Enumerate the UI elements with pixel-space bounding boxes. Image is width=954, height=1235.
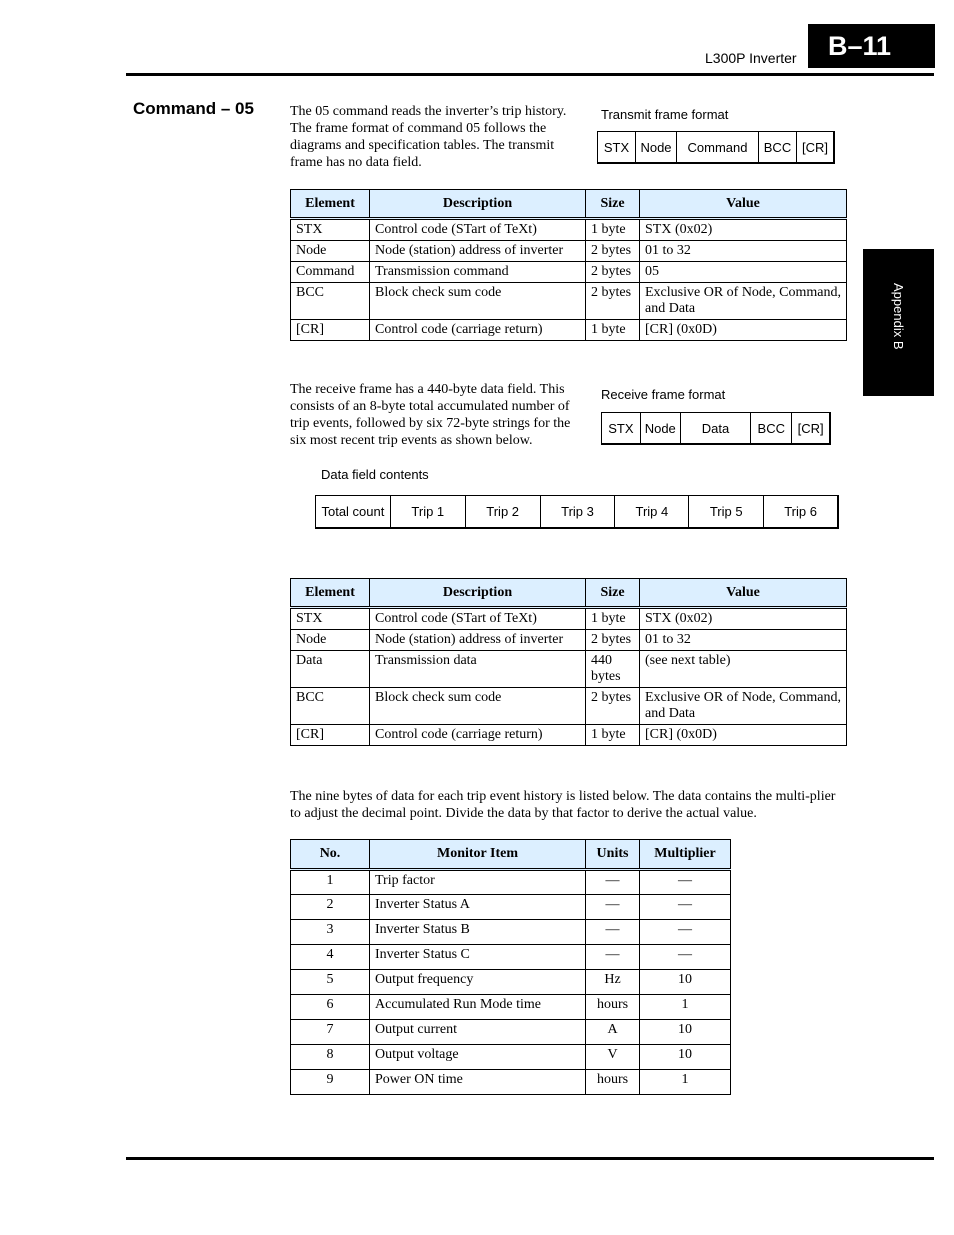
table-cell: Output voltage — [370, 1045, 586, 1070]
table-cell: — — [586, 895, 640, 920]
table-cell: 1 — [640, 995, 731, 1020]
data-cell-trip-6: Trip 6 — [784, 504, 817, 519]
frame-cell-data: Data — [681, 413, 752, 443]
table-cell: Hz — [586, 970, 640, 995]
table-row — [291, 1045, 731, 1070]
table-cell: BCC — [291, 688, 370, 725]
monitor-items-table — [290, 839, 731, 1095]
table-cell: — — [640, 945, 731, 970]
table-cell: Node (station) address of inverter — [370, 241, 586, 262]
table-header: Monitor Item — [370, 840, 586, 870]
footer-rule — [126, 1157, 934, 1160]
table-cell: 2 — [291, 895, 370, 920]
table-cell: Output current — [370, 1020, 586, 1045]
table-cell: Control code (carriage return) — [370, 725, 586, 746]
table-row — [291, 219, 847, 241]
table-cell: Node — [291, 241, 370, 262]
table-cell: Accumulated Run Mode time — [370, 995, 586, 1020]
product-name: L300P Inverter — [705, 50, 797, 66]
table-header: Size — [586, 190, 640, 219]
table-cell: hours — [586, 995, 640, 1020]
table-row — [291, 320, 847, 341]
table-cell: 10 — [640, 1045, 731, 1070]
table-cell: 1 byte — [586, 219, 640, 241]
transmit-frame-caption: Transmit frame format — [601, 107, 729, 122]
table-cell: BCC — [291, 283, 370, 320]
table-cell: 6 — [291, 995, 370, 1020]
table-header: Units — [586, 840, 640, 870]
table-cell: Exclusive OR of Node, Command, and Data — [640, 688, 847, 725]
table-cell: 440 bytes — [586, 651, 640, 688]
table-cell: STX — [291, 608, 370, 630]
table-cell: Transmission data — [370, 651, 586, 688]
table-cell: Inverter Status A — [370, 895, 586, 920]
table-cell: hours — [586, 1070, 640, 1095]
table-cell: Block check sum code — [370, 688, 586, 725]
table-cell: Data — [291, 651, 370, 688]
table-cell: STX (0x02) — [640, 219, 847, 241]
table-cell: Power ON time — [370, 1070, 586, 1095]
table-cell: Node — [291, 630, 370, 651]
table-cell: 2 bytes — [586, 283, 640, 320]
frame-cell-stx: STX — [602, 413, 641, 443]
table-cell: [CR] (0x0D) — [640, 725, 847, 746]
table-cell: 10 — [640, 1020, 731, 1045]
frame-cell-node: Node — [636, 132, 677, 162]
nine-bytes-paragraph: The nine bytes of data for each trip event history is listed below. The data contains the multi-plier to adjust the decimal point. Divide the data by that factor to derive the actual value. — [290, 789, 836, 821]
appendix-tab-label: Appendix B — [891, 283, 906, 350]
receive-frame-diagram — [601, 412, 831, 445]
table-cell: 8 — [291, 1045, 370, 1070]
table-cell: 1 byte — [586, 725, 640, 746]
table-row — [291, 688, 847, 725]
page-number-badge: B–11 — [808, 24, 935, 68]
frame-cell-stx: STX — [598, 132, 636, 162]
table-row — [291, 283, 847, 320]
table-cell: 1 byte — [586, 608, 640, 630]
table-row — [291, 895, 731, 920]
data-field-caption: Data field contents — [321, 467, 429, 482]
data-field-diagram — [315, 495, 839, 529]
table-cell: [CR] — [291, 725, 370, 746]
table-header: Value — [640, 190, 847, 219]
table-row — [291, 651, 847, 688]
frame-cell-cr: [CR] — [802, 139, 828, 155]
table-cell: 1 — [640, 1070, 731, 1095]
table-cell: STX — [291, 219, 370, 241]
table-cell: 1 byte — [586, 320, 640, 341]
table-cell: 9 — [291, 1070, 370, 1095]
table-cell: Inverter Status C — [370, 945, 586, 970]
table-row — [291, 945, 731, 970]
header-rule — [126, 73, 934, 76]
data-cell-trip-2: Trip 2 — [466, 496, 541, 527]
table-cell: Trip factor — [370, 870, 586, 895]
table-cell: Command — [291, 262, 370, 283]
table-cell: 2 bytes — [586, 262, 640, 283]
table-row — [291, 608, 847, 630]
table-header: Element — [291, 579, 370, 608]
table-cell: — — [586, 920, 640, 945]
table-cell: [CR] (0x0D) — [640, 320, 847, 341]
table-cell: — — [586, 870, 640, 895]
receive-paragraph: The receive frame has a 440-byte data field. This consists of an 8-byte total accumulated number of trip events, followed by six 72-byte strings for the six most recent trip events as shown below. — [290, 382, 571, 448]
table-cell: 3 — [291, 920, 370, 945]
table-cell: Control code (carriage return) — [370, 320, 586, 341]
table-cell: Block check sum code — [370, 283, 586, 320]
table-cell: (see next table) — [640, 651, 847, 688]
table-cell: 4 — [291, 945, 370, 970]
table-cell: 1 — [291, 870, 370, 895]
table-cell: 05 — [640, 262, 847, 283]
table-row — [291, 970, 731, 995]
data-cell-trip-5: Trip 5 — [689, 496, 764, 527]
table-cell: 10 — [640, 970, 731, 995]
table-cell: Transmission command — [370, 262, 586, 283]
receive-spec-table — [290, 578, 847, 746]
transmit-frame-diagram — [597, 131, 835, 164]
transmit-spec-table — [290, 189, 847, 341]
intro-paragraph: The 05 command reads the inverter’s trip history. The frame format of command 05 follows the diagrams and specification tables. The transmit frame has no data field. — [290, 104, 567, 170]
table-header: Multiplier — [640, 840, 731, 870]
table-row — [291, 630, 847, 651]
data-cell-trip-4: Trip 4 — [615, 496, 689, 527]
frame-cell-command: Command — [677, 132, 759, 162]
table-cell: Control code (STart of TeXt) — [370, 608, 586, 630]
table-cell: — — [640, 895, 731, 920]
table-cell: 2 bytes — [586, 688, 640, 725]
table-cell: — — [640, 920, 731, 945]
table-cell: 5 — [291, 970, 370, 995]
table-row — [291, 920, 731, 945]
table-row — [291, 1020, 731, 1045]
data-cell-total-count: Total count — [316, 496, 391, 527]
data-cell-trip-1: Trip 1 — [391, 496, 466, 527]
appendix-side-tab — [863, 249, 934, 396]
table-header: Element — [291, 190, 370, 219]
data-cell-trip-3: Trip 3 — [541, 496, 616, 527]
table-header: No. — [291, 840, 370, 870]
table-cell: Node (station) address of inverter — [370, 630, 586, 651]
table-cell: 01 to 32 — [640, 630, 847, 651]
table-row — [291, 870, 731, 895]
table-cell: STX (0x02) — [640, 608, 847, 630]
receive-frame-caption: Receive frame format — [601, 387, 726, 402]
table-cell: — — [586, 945, 640, 970]
table-row — [291, 995, 731, 1020]
table-row — [291, 1070, 731, 1095]
frame-cell-node: Node — [641, 413, 681, 443]
table-cell: Exclusive OR of Node, Command, and Data — [640, 283, 847, 320]
table-cell: — — [640, 870, 731, 895]
table-cell: Output frequency — [370, 970, 586, 995]
table-cell: 2 bytes — [586, 630, 640, 651]
table-cell: 7 — [291, 1020, 370, 1045]
table-cell: V — [586, 1045, 640, 1070]
table-cell: [CR] — [291, 320, 370, 341]
table-cell: 2 bytes — [586, 241, 640, 262]
table-header: Value — [640, 579, 847, 608]
table-header: Description — [370, 190, 586, 219]
frame-cell-bcc: BCC — [759, 132, 797, 162]
table-cell: A — [586, 1020, 640, 1045]
table-header: Description — [370, 579, 586, 608]
table-cell: Control code (STart of TeXt) — [370, 219, 586, 241]
section-title: Command – 05 — [133, 99, 254, 118]
table-header: Size — [586, 579, 640, 608]
table-row — [291, 262, 847, 283]
frame-cell-cr: [CR] — [797, 420, 824, 436]
table-cell: Inverter Status B — [370, 920, 586, 945]
table-row — [291, 725, 847, 746]
table-row — [291, 241, 847, 262]
table-cell: 01 to 32 — [640, 241, 847, 262]
frame-cell-bcc: BCC — [751, 413, 792, 443]
